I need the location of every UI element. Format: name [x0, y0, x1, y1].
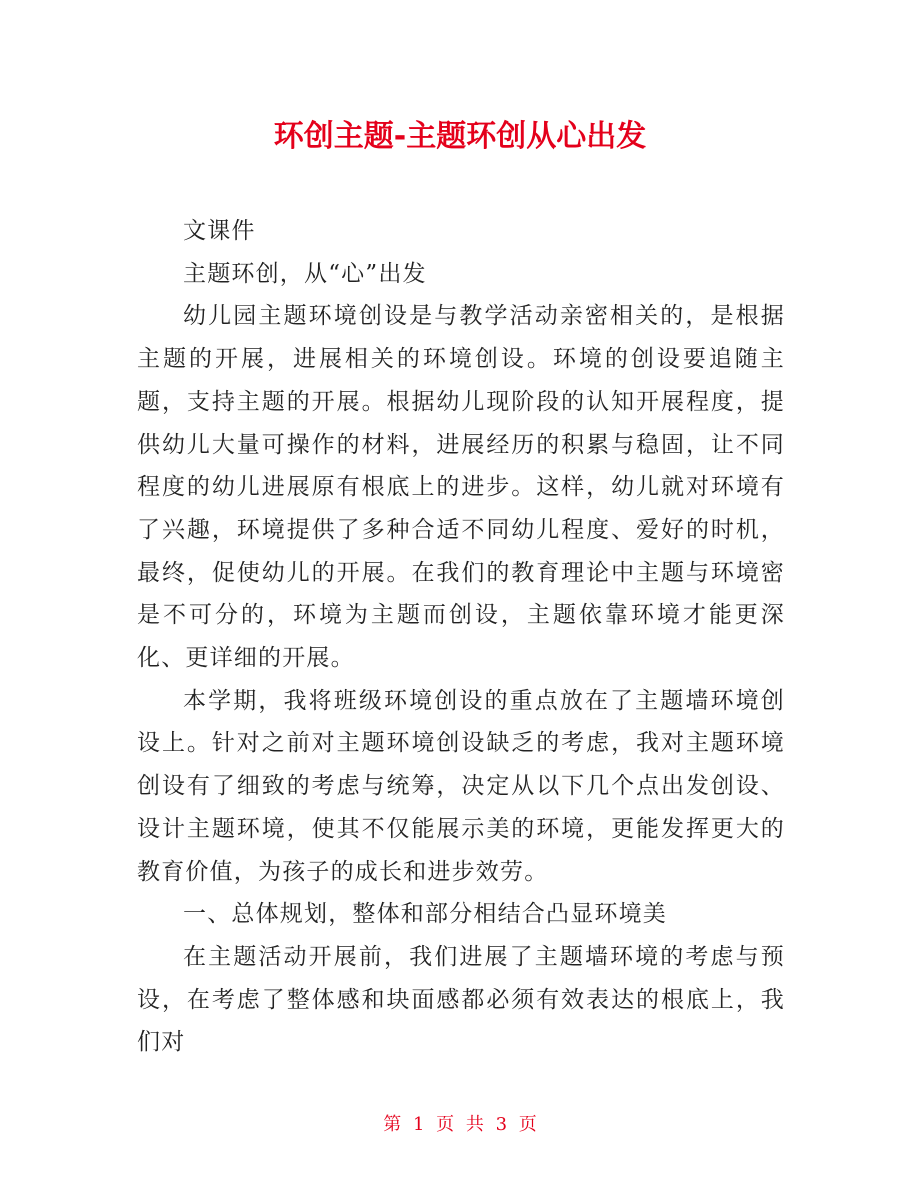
document-body	[137, 210, 785, 1064]
page-footer: 第 1 页 共 3 页	[383, 1114, 537, 1135]
document-title: 环创主题-主题环创从心出发	[273, 119, 647, 154]
paragraph-2: 主题环创，从“心”出发	[183, 260, 427, 287]
paragraph-1: 文课件	[183, 218, 256, 244]
paragraph-5: 一、总体规划，整体和部分相结合凸显环境美	[183, 901, 667, 928]
paragraph-6: 在主题活动开展前，我们进展了主题墙环境的考虑与预设，在考虑了整体感和块面感都必须有效表达的根底上，我们对	[137, 943, 785, 1056]
paragraph-3: 幼儿园主题环境创设是与教学活动亲密相关的，是根据主题的开展，进展相关的环境创设。环境的创设要追随主题，支持主题的开展。根据幼儿现阶段的认知开展程度，提供幼儿大量可操作的材料，进展经历的积累与稳固，让不同程度的幼儿进展原有根底上的进步。这样，幼儿就对环境有了兴趣，环境提供了多种合适不同幼儿程度、爱好的时机，最终，促使幼儿的开展。在我们的教育理论中主题与环境密是不可分的，环境为主题而创设，主题依靠环境才能更深化、更详细的开展。	[137, 303, 785, 672]
paragraph-4: 本学期，我将班级环境创设的重点放在了主题墙环境创设上。针对之前对主题环境创设缺乏的考虑，我对主题环境创设有了细致的考虑与统筹，决定从以下几个点出发创设、设计主题环境，使其不仅能展示美的环境，更能发挥更大的教育价值，为孩子的成长和进步效劳。	[137, 687, 785, 885]
